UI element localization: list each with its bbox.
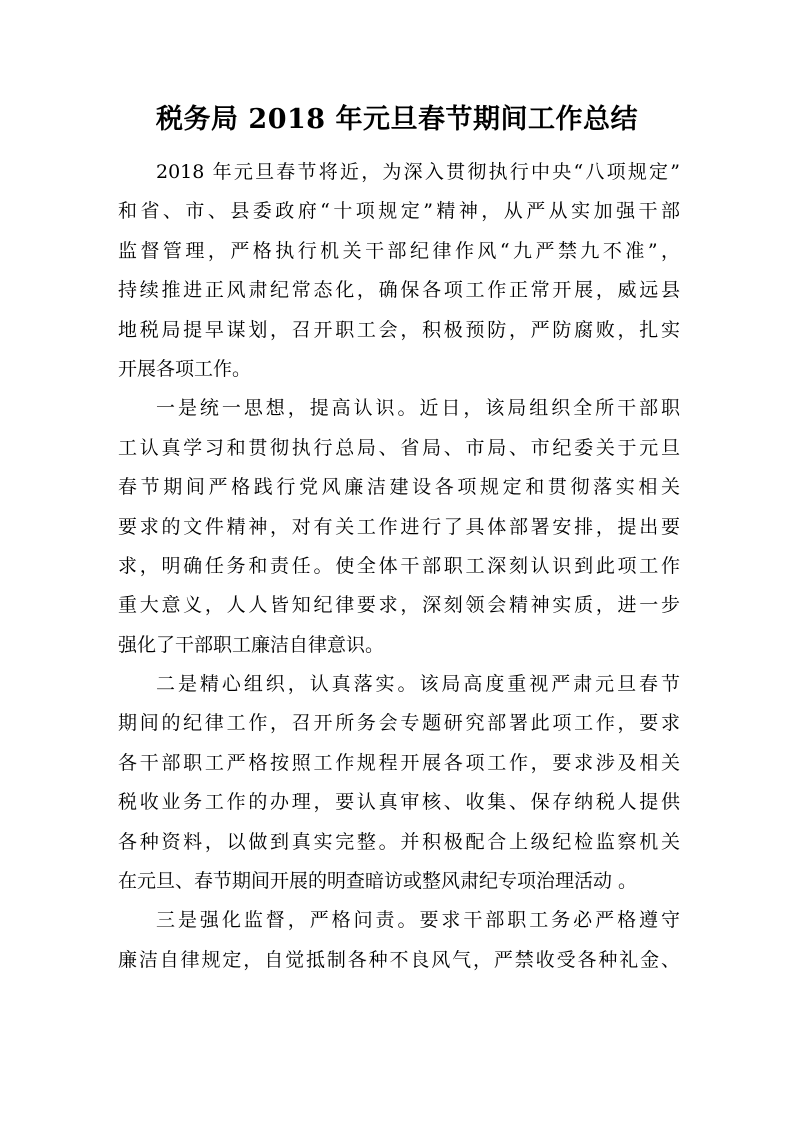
text-line: 和省、市、县委政府“十项规定”精神，从严从实加强干部 xyxy=(118,200,680,223)
text-line: 一是统一思想，提高认识。近日，该局组织全所干部职 xyxy=(156,397,680,420)
text-line: 税收业务工作的办理，要认真审核、收集、保存纳税人提供 xyxy=(118,791,680,814)
text-line: 求，明确任务和责任。使全体干部职工深刻认识到此项工作 xyxy=(118,554,680,577)
text-line: 期间的纪律工作，召开所务会专题研究部署此项工作，要求 xyxy=(118,712,680,735)
text-line: 强化了干部职工廉洁自律意识。 xyxy=(118,633,385,656)
text-line: 监督管理，严格执行机关干部纪律作风“九严禁九不准”， xyxy=(118,239,680,262)
paragraph-point-two xyxy=(118,665,680,901)
document-title: 税务局 2018 年元旦春节期间工作总结 xyxy=(156,104,638,135)
text-line: 二是精心组织，认真落实。该局高度重视严肃元旦春节 xyxy=(156,673,680,696)
text-line: 春节期间严格践行党风廉洁建设各项规定和贯彻落实相关 xyxy=(118,476,680,499)
text-line: 开展各项工作。 xyxy=(118,357,252,380)
text-line: 要求的文件精神，对有关工作进行了具体部署安排，提出要 xyxy=(118,515,680,538)
text-line: 廉洁自律规定，自觉抵制各种不良风气，严禁收受各种礼金、 xyxy=(118,948,680,971)
text-line: 三是强化监督，严格问责。要求干部职工务必严格遵守 xyxy=(156,909,680,932)
text-line: 在元旦、春节期间开展的明查暗访或整风肃纪专项治理活动 。 xyxy=(118,870,638,893)
paragraph-point-one xyxy=(118,389,680,665)
text-line: 各干部职工严格按照工作规程开展各项工作，要求涉及相关 xyxy=(118,751,680,774)
text-line: 地税局提早谋划，召开职工会，积极预防，严防腐败，扎实 xyxy=(118,318,680,341)
text-line: 工认真学习和贯彻执行总局、省局、市局、市纪委关于元旦 xyxy=(118,436,680,459)
text-line: 重大意义，人人皆知纪律要求，深刻领会精神实质，进一步 xyxy=(118,594,680,617)
text-line: 2018 年元旦春节将近，为深入贯彻执行中央“八项规定” xyxy=(156,161,680,183)
paragraph-point-three xyxy=(118,901,680,980)
text-line: 各种资料，以做到真实完整。并积极配合上级纪检监察机关 xyxy=(118,830,680,853)
document-body xyxy=(118,153,680,980)
text-line: 持续推进正风肃纪常态化，确保各项工作正常开展，威远县 xyxy=(118,279,680,302)
paragraph-intro xyxy=(118,153,680,389)
